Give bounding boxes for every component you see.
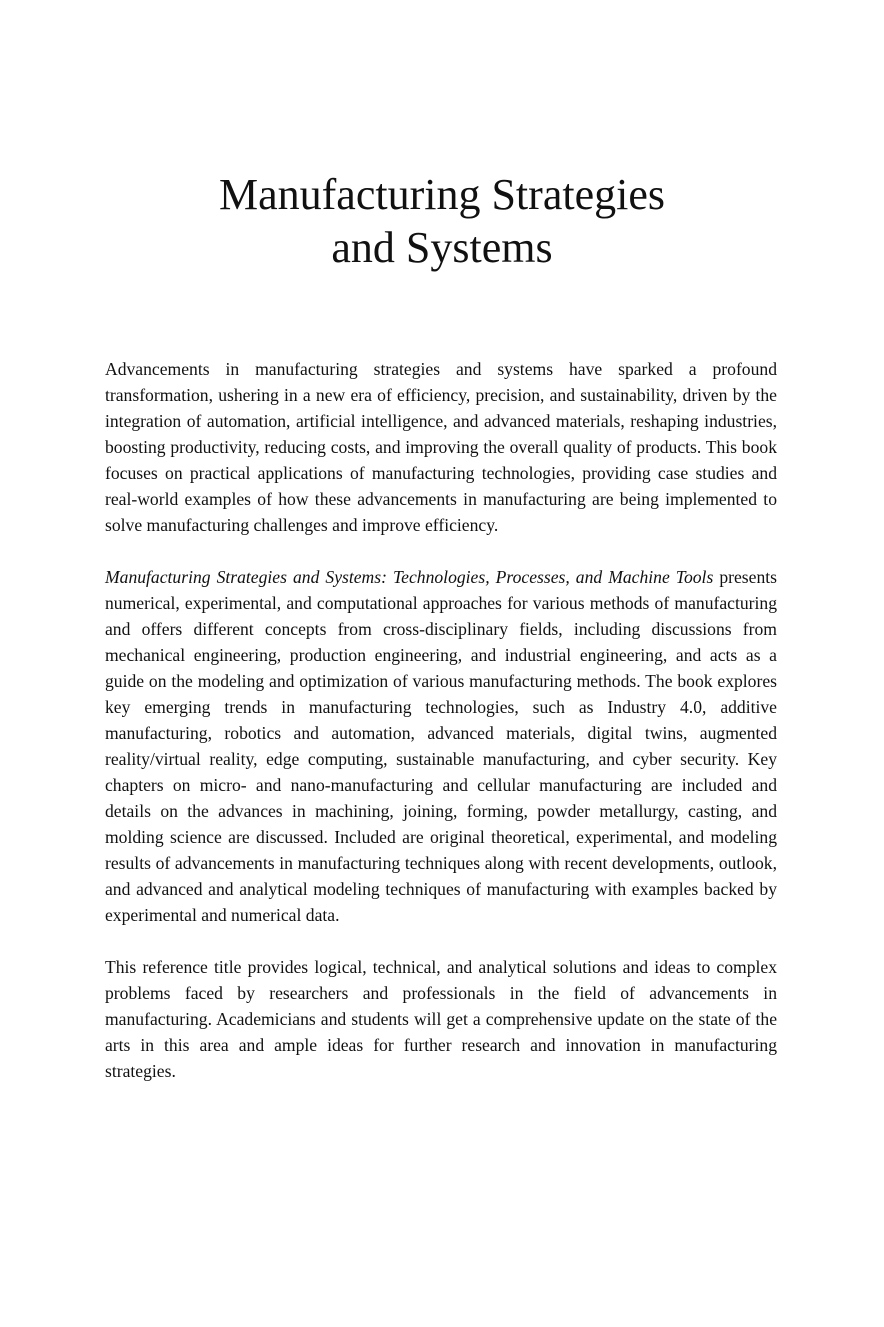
description-paragraph-3: This reference title provides logical, technical, and analytical solutions and ideas to complex problems faced by researchers and professionals in the field of advancements in manufacturing. Academicians and students will get a comprehensive update on the state of the arts in this area and ample ideas for further research and innovation in manufacturing strategies.	[105, 957, 777, 1081]
page-title	[0, 168, 884, 274]
description-body	[105, 356, 777, 1110]
book-full-title: Manufacturing Strategies and Systems: Technologies, Processes, and Machine Tools	[105, 567, 714, 587]
description-paragraph-2	[105, 564, 777, 928]
title-line-2: and Systems	[331, 223, 553, 272]
description-paragraph-1: Advancements in manufacturing strategies and systems have sparked a profound transformation, ushering in a new era of efficiency, precision, and sustainability, driven by the integration of automation, artificial intelligence, and advanced materials, reshaping industries, boosting productivity, reducing costs, and improving the overall quality of products. This book focuses on practical applications of manufacturing technologies, providing case studies and real-world examples of how these advancements in manufacturing are being implemented to solve manufacturing challenges and improve efficiency.	[105, 359, 777, 535]
title-line-1: Manufacturing Strategies	[219, 170, 665, 219]
description-paragraph-2-text: presents numerical, experimental, and computational approaches for various methods of manufacturing and offers different concepts from cross-disciplinary fields, including discussions from mechanical engineering, production engineering, and industrial engineering, and acts as a guide on the modeling and optimization of various manufacturing methods. The book explores key emerging trends in manufacturing technologies, such as Industry 4.0, additive manufacturing, robotics and automation, advanced materials, digital twins, augmented reality/virtual reality, edge computing, sustainable manufacturing, and cyber security. Key chapters on micro- and nano-manufacturing and cellular manufacturing are included and details on the advances in machining, joining, forming, powder metallurgy, casting, and molding science are discussed. Included are original theoretical, experimental, and modeling results of advancements in manufacturing techniques along with recent developments, outlook, and advanced and analytical modeling techniques of manufacturing with examples backed by experimental and numerical data.	[105, 567, 777, 925]
